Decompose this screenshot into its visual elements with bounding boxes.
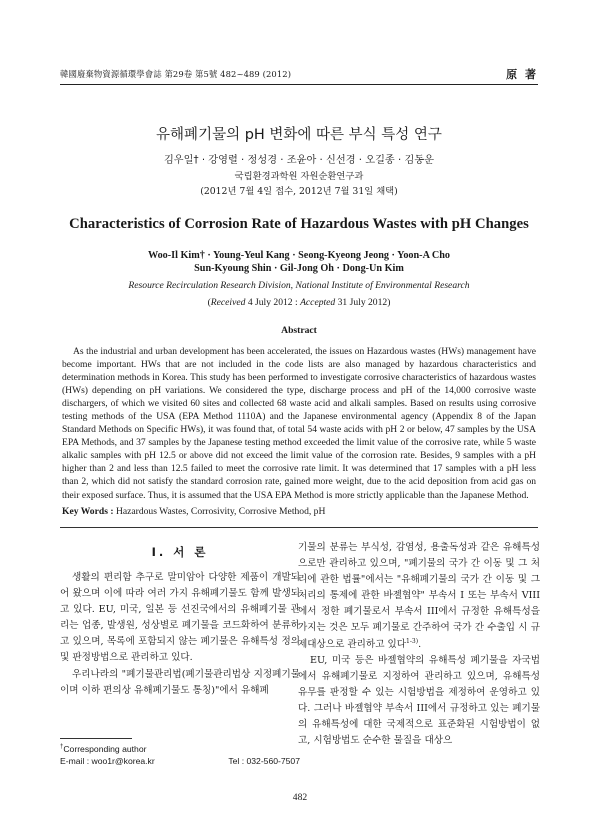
footnote-divider bbox=[60, 738, 132, 739]
citation-marker: 1-3) bbox=[406, 637, 419, 645]
body-paragraph-text: 기물의 분류는 부식성, 감염성, 용출독성과 같은 유해특성으로만 관리하고 있으며, "폐기물의 국가 간 이동 및 그 처리에 관한 법률"에서는 "유해폐기물의 국가 간 이동 및 그 처리의 통제에 관한 바젤협약" 부속서 I 또는 부속서 VIII에서 정한 폐기물로서 부속서 III에서 규정한 유해특성을 가지는 것은 모두 폐기물로 간주하여 국가 간 수출입 시 규제대상으로 관리하고 있다 bbox=[298, 542, 540, 650]
journal-citation: 韓國廢棄物資源循環學會誌 第29卷 第5號 482~489 (2012) bbox=[60, 69, 292, 79]
korean-dates: (2012년 7월 4일 접수, 2012년 7월 31일 채택) bbox=[200, 186, 398, 197]
english-title: Characteristics of Corrosion Rate of Hazardous Wastes with pH Changes bbox=[69, 216, 529, 232]
english-authors-line-1: Woo-Il Kim† · Young-Yeul Kang · Seong-Kyeong Jeong · Yoon-A Cho bbox=[147, 250, 451, 261]
footnote-tel: Tel : 032-560-7507 bbox=[228, 755, 300, 766]
english-authors-line-2: Sun-Kyoung Shin · Gil-Jong Oh · Dong-Un Kim bbox=[194, 263, 404, 274]
abstract-heading: Abstract bbox=[281, 325, 317, 336]
korean-affiliation: 국립환경과학원 자원순환연구과 bbox=[234, 171, 364, 182]
accepted-date: 31 July 2012 bbox=[337, 297, 388, 308]
body-paragraph: 우리나라의 "폐기물관리법(폐기물관리법상 지정폐기물이며 이하 편의상 유해폐기물도 통칭)"에서 유해폐 bbox=[60, 668, 300, 696]
korean-title: 유해폐기물의 pH 변화에 따른 부식 특성 연구 bbox=[156, 127, 442, 143]
footnote-label-row bbox=[60, 744, 300, 756]
keywords-divider bbox=[60, 527, 538, 528]
body-paragraph: 기물의 분류는 부식성, 감염성, 용출독성과 같은 유해특성으로만 관리하고 있으며, "폐기물의 국가 간 이동 및 그 처리에 관한 법률"에서는 "유해폐기물의 국가 간 이동 및 그 처리의 통제에 관한 바젤협약" 부속서 I 또는 부속서 VIII에서 정한 폐기물로서 부속서 III에서 규정한 유해특성을 가지는 것은 모두 폐기물로 간주하여 국가 간 수출입 시 규제대상으로 관리하고 있다$^{1-3)}$. bbox=[298, 542, 540, 650]
footnote-contact-row bbox=[60, 756, 300, 768]
keywords bbox=[62, 506, 536, 517]
keywords-label: Key Words : bbox=[62, 506, 114, 517]
body-right-column bbox=[298, 540, 540, 749]
corresponding-author-footnote bbox=[60, 744, 300, 768]
header-divider bbox=[60, 84, 538, 85]
english-affiliation: Resource Recirculation Research Division, National Institute of Environmental Research bbox=[128, 280, 470, 291]
received-label: Received bbox=[210, 297, 246, 308]
body-left-column bbox=[60, 540, 300, 699]
body-paragraph: 생활의 편리함 추구로 말미암아 다양한 제품이 개발되어 왔으며 이에 따라 여러 가지 유해폐기물도 함께 발생되고 있다. EU, 미국, 일본 등 선진국에서의 유해폐기물 관리는 업종, 발생원, 성상별로 폐기물을 코드화하여 분류하고 있으며, 목록에 포함되지 않는 폐기물은 유해특성 정의 및 판정방법으로 관리하고 있다. bbox=[60, 572, 300, 664]
footnote-mark: † bbox=[60, 744, 64, 751]
accepted-label: Accepted bbox=[300, 297, 336, 308]
english-authors bbox=[60, 249, 538, 275]
footnote-email: E-mail : woo1r@korea.kr bbox=[60, 755, 155, 766]
english-dates: (Received 4 July 2012 : Accepted 31 July 2012) bbox=[207, 297, 391, 308]
abstract-text: As the industrial and urban development has been accelerated, the issues on Hazardous wastes (HWs) management have become important. HWs that are not included in the code lists are also managed by hazardous characteristics and determination methods in Korea. This study has been performed to investigate corrosive characteristics of hazardous wastes (HWs) depending on pH variations. We considered the type, discharge process and pH of the 14,000 corrosive waste dischargers, of which we visited 60 sites and collected 68 waste acid and alkali samples. Based on results using corrosive testing methods of the USA (EPA Method 1110A) and the Japanese environmental agency (Appendix 8 of the Japan Standard Methods on Specific HWs), it was found that, of total 54 waste acids with pH 2 or below, 47 samples by the USA EPA Methods, and 37 samples by the Japanese testing method exceeded the limit value of the corrosive rate, while 5 waste alkalic samples with pH 12.5 or above did not exceed the limit value of the corrosion rate. Besides, 9 samples with a pH higher than 2 and less than 12.5 failed to meet the corrosive rate limit. It was determined that 17 samples with a pH less than 2, which did not satisfy the standard corrosion rate, gained more weight, due to the acid deposition from acid gas on their exposed surface. Thus, it is assumed that the USA EPA Method is more strictly applicable than the Japanese Method. bbox=[62, 346, 536, 501]
article-type: 原 著 bbox=[506, 68, 538, 81]
body-paragraph: EU, 미국 등은 바젤협약의 유해특성 폐기물을 자국법에서 유해폐기물로 지정하여 관리하고 있으며, 유해특성 유무를 판정할 수 있는 시험방법을 제정하여 운영하고 있다. 그러나 바젤협약 부속서 III에서 규정하고 있는 폐기물의 유해특성에 대한 국제적으로 표준화된 시험방법이 없고, 시험방법도 순수한 물질을 대상으 bbox=[298, 654, 540, 747]
running-header bbox=[60, 66, 538, 82]
footnote-label: Corresponding author bbox=[63, 744, 147, 754]
korean-authors: 김우일† · 강영렬 · 정성경 · 조윤아 · 신선경 · 오길종 · 김동운 bbox=[163, 155, 435, 166]
received-date: 4 July 2012 bbox=[247, 297, 293, 308]
keywords-text: Hazardous Wastes, Corrosivity, Corrosive Method, pH bbox=[115, 506, 326, 517]
section-heading-introduction: I. 서 론 bbox=[151, 545, 209, 559]
page-number: 482 bbox=[292, 792, 308, 803]
